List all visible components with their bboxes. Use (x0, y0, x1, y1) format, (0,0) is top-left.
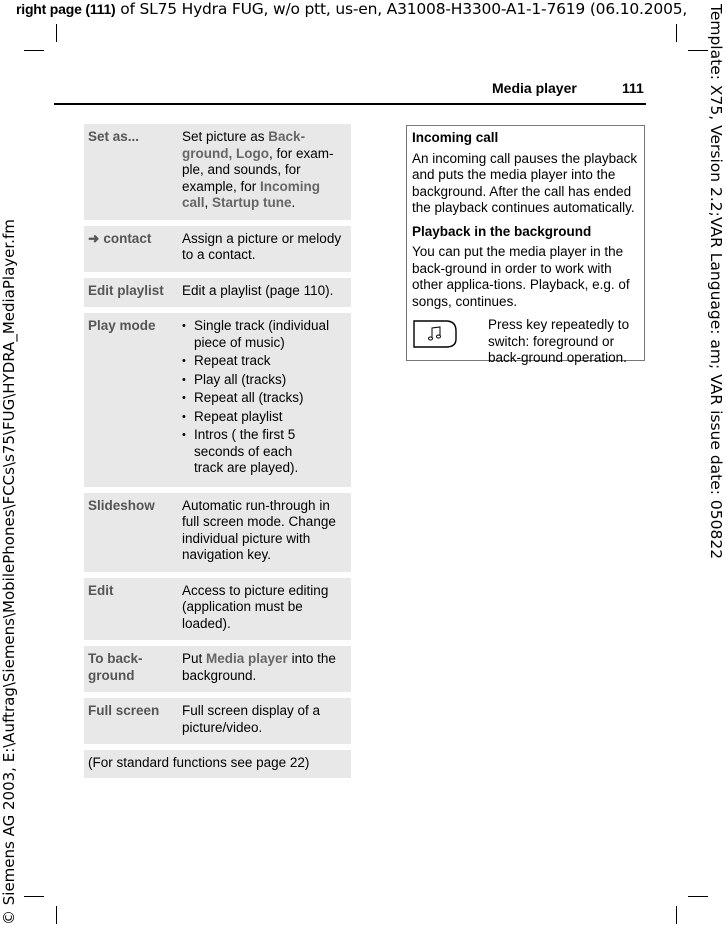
option-description: Automatic run-through in full screen mode. Change individual picture with navigation key. (182, 497, 336, 562)
list-item: • Repeat all (tracks) (182, 390, 345, 407)
option-description: Full screen display of a picture/video. (182, 703, 321, 735)
option-label: Play mode (88, 318, 156, 333)
option-label: Full screen (88, 703, 160, 718)
arrow-right-icon: ➜ (88, 230, 100, 246)
option-description: Assign a picture or melody to a contact. (182, 230, 342, 262)
header-rule (54, 103, 646, 105)
table-row (84, 278, 351, 308)
table-row (84, 578, 351, 641)
option-label: Slideshow (88, 497, 155, 513)
crop-mark (688, 896, 708, 897)
option-description: Set picture as Back-ground, Logo, for exam-ple, and sounds, for example, for Incoming call, Startup tune. (182, 129, 334, 210)
print-header (16, 0, 687, 18)
crop-mark (24, 50, 44, 51)
info-box (406, 125, 645, 365)
list-item: • Single track (individual piece of music) (182, 318, 345, 351)
list-item: • Play all (tracks) (182, 372, 345, 389)
key-instruction-text: Press key repeatedly to switch: foreground or back-ground operation. (488, 317, 630, 365)
section-text-incoming-call: An incoming call pauses the playback and puts the media player into the background. After the call has ended the playback continues automatically. (412, 150, 638, 215)
crop-mark (56, 24, 57, 42)
crop-mark (676, 906, 677, 924)
section-title-background-playback: Playback in the background (412, 223, 592, 239)
play-mode-list (182, 318, 345, 477)
table-footer-note: (For standard functions see page 22) (84, 750, 351, 778)
page-number: 111 (622, 80, 644, 96)
option-description: Edit a playlist (page 110). (182, 282, 334, 298)
print-header-info: of SL75 Hydra FUG, w/o ptt, us-en, A31008-H3300-A1-1-7619 (06.10.2005, (115, 0, 688, 18)
table-row (84, 124, 351, 220)
option-label: To back-ground (88, 651, 143, 683)
section-title-incoming-call: Incoming call (412, 130, 499, 145)
music-note-key-icon (412, 319, 458, 349)
table-row (84, 646, 351, 692)
table-row (84, 226, 351, 272)
side-template-info: Template: X75, Version 2.2;VAR Language: am; VAR issue date: 050822 (707, 4, 725, 560)
side-copyright-path: © Siemens AG 2003, E:\Auftrag\Siemens\MobilePhones\FCCs\s75\FUG\HYDRA_MediaPlayer.fm (0, 219, 18, 925)
option-description: Put Media player into the background. (182, 651, 336, 683)
option-label: ➜ contact (88, 230, 152, 246)
crop-mark (56, 906, 57, 924)
option-label: Set as... (88, 129, 140, 144)
option-label: Edit (88, 582, 114, 598)
table-row (84, 698, 351, 744)
options-table (84, 124, 351, 784)
table-row (84, 313, 351, 487)
running-header-title: Media player (492, 80, 577, 96)
list-item: • Repeat playlist (182, 409, 345, 426)
option-description (182, 318, 351, 479)
crop-mark (24, 896, 44, 897)
section-text-background-playback: You can put the media player in the back-ground in order to work with other applica-tions. Playback, e.g. of songs, continues. (412, 244, 630, 309)
crop-mark (676, 24, 677, 42)
option-label: Edit playlist (88, 282, 164, 298)
option-description: Access to picture editing (application must be loaded). (182, 582, 329, 631)
crop-mark (688, 50, 708, 51)
table-row (84, 493, 351, 572)
key-instruction (412, 317, 639, 367)
list-item: • Repeat track (182, 353, 345, 370)
list-item: • Intros ( the first 5 seconds of each track are played). (182, 427, 345, 477)
print-header-page: right page (111) (16, 1, 116, 17)
